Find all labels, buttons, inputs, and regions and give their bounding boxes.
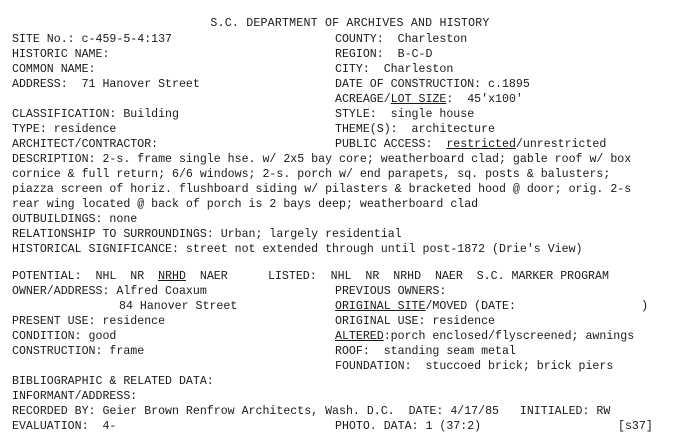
style: STYLE: single house <box>335 108 475 121</box>
evaluation: EVALUATION: 4- <box>12 420 117 433</box>
public-access <box>335 137 606 152</box>
listed: LISTED: NHL NR NRHD NAER S.C. MARKER PROGRAM <box>268 270 609 283</box>
form-title: S.C. DEPARTMENT OF ARCHIVES AND HISTORY <box>210 17 490 30</box>
condition: CONDITION: good <box>12 330 117 343</box>
moved-date: /MOVED (DATE: ) <box>425 300 649 313</box>
public-access-selected: restricted <box>446 138 516 151</box>
original-site-selected: ORIGINAL SITE <box>335 300 426 313</box>
informant-address: INFORMANT/ADDRESS: <box>12 390 138 403</box>
previous-owners: PREVIOUS OWNERS: <box>335 285 447 298</box>
date-of-construction: DATE OF CONSTRUCTION: c.1895 <box>335 78 530 91</box>
lot-size-value: : 45'x100' <box>446 93 523 106</box>
potential-other: NAER <box>185 270 228 283</box>
description-line: piazza screen of horiz. flushboard siding w/ pilasters & bracketed hood @ door; orig. 2-s <box>12 183 632 196</box>
historic-name: HISTORIC NAME: <box>12 48 110 61</box>
public-access-other: /unrestricted <box>515 138 607 151</box>
region: REGION: B-C-D <box>335 48 433 61</box>
altered-details: :porch enclosed/flyscreened; awnings <box>383 330 635 343</box>
description-line: DESCRIPTION: 2-s. frame single hse. w/ 2x5 bay core; weatherboard clad; gable roof w/ box <box>12 153 632 166</box>
historical-significance: HISTORICAL SIGNIFICANCE: street not extended through until post-1872 (Drie's View) <box>12 243 583 256</box>
architect-contractor: ARCHITECT/CONTRACTOR: <box>12 138 159 151</box>
common-name: COMMON NAME: <box>12 63 96 76</box>
description-line: cornice & full return; 6/6 windows; 2-s. porch w/ end parapets, sq. posts & balusters; <box>12 168 611 181</box>
bibliographic-data: BIBLIOGRAPHIC & RELATED DATA: <box>12 375 214 388</box>
owner-address: OWNER/ADDRESS: Alfred Coaxum <box>12 285 207 298</box>
roof: ROOF: standing seam metal <box>335 345 516 358</box>
altered <box>335 329 634 344</box>
relationship-to-surroundings: RELATIONSHIP TO SURROUNDINGS: Urban; largely residential <box>12 228 402 241</box>
themes: THEME(S): architecture <box>335 123 496 136</box>
county: COUNTY: Charleston <box>335 33 468 46</box>
construction: CONSTRUCTION: frame <box>12 345 145 358</box>
public-access-label: PUBLIC ACCESS: <box>335 138 447 151</box>
altered-label: ALTERED <box>335 330 384 343</box>
type: TYPE: residence <box>12 123 117 136</box>
lot-size-label: LOT SIZE <box>390 93 447 106</box>
potential-label: POTENTIAL: NHL NR <box>12 270 159 283</box>
original-use: ORIGINAL USE: residence <box>335 315 496 328</box>
recorded-by: RECORDED BY: Geier Brown Renfrow Architects, Wash. D.C. DATE: 4/17/85 INITIALED: RW <box>12 405 611 418</box>
outbuildings: OUTBUILDINGS: none <box>12 213 138 226</box>
potential <box>12 269 228 284</box>
original-site-moved <box>335 299 648 314</box>
foundation: FOUNDATION: stuccoed brick; brick piers <box>335 360 614 373</box>
owner-street: 84 Hanover Street <box>119 300 238 313</box>
photo-data: PHOTO. DATA: 1 (37:2) <box>335 420 482 433</box>
address: ADDRESS: 71 Hanover Street <box>12 78 200 91</box>
acreage-lot-size <box>335 92 523 107</box>
present-use: PRESENT USE: residence <box>12 315 166 328</box>
classification: CLASSIFICATION: Building <box>12 108 179 121</box>
description-line: rear wing located @ back of porch is 2 bays deep; weatherboard clad <box>12 198 479 211</box>
potential-selected: NRHD <box>158 270 186 283</box>
photo-code: [s37] <box>618 420 653 433</box>
site-number: SITE No.: c-459-5-4:137 <box>12 33 173 46</box>
acreage-label: ACREAGE/ <box>335 93 391 106</box>
city: CITY: Charleston <box>335 63 454 76</box>
